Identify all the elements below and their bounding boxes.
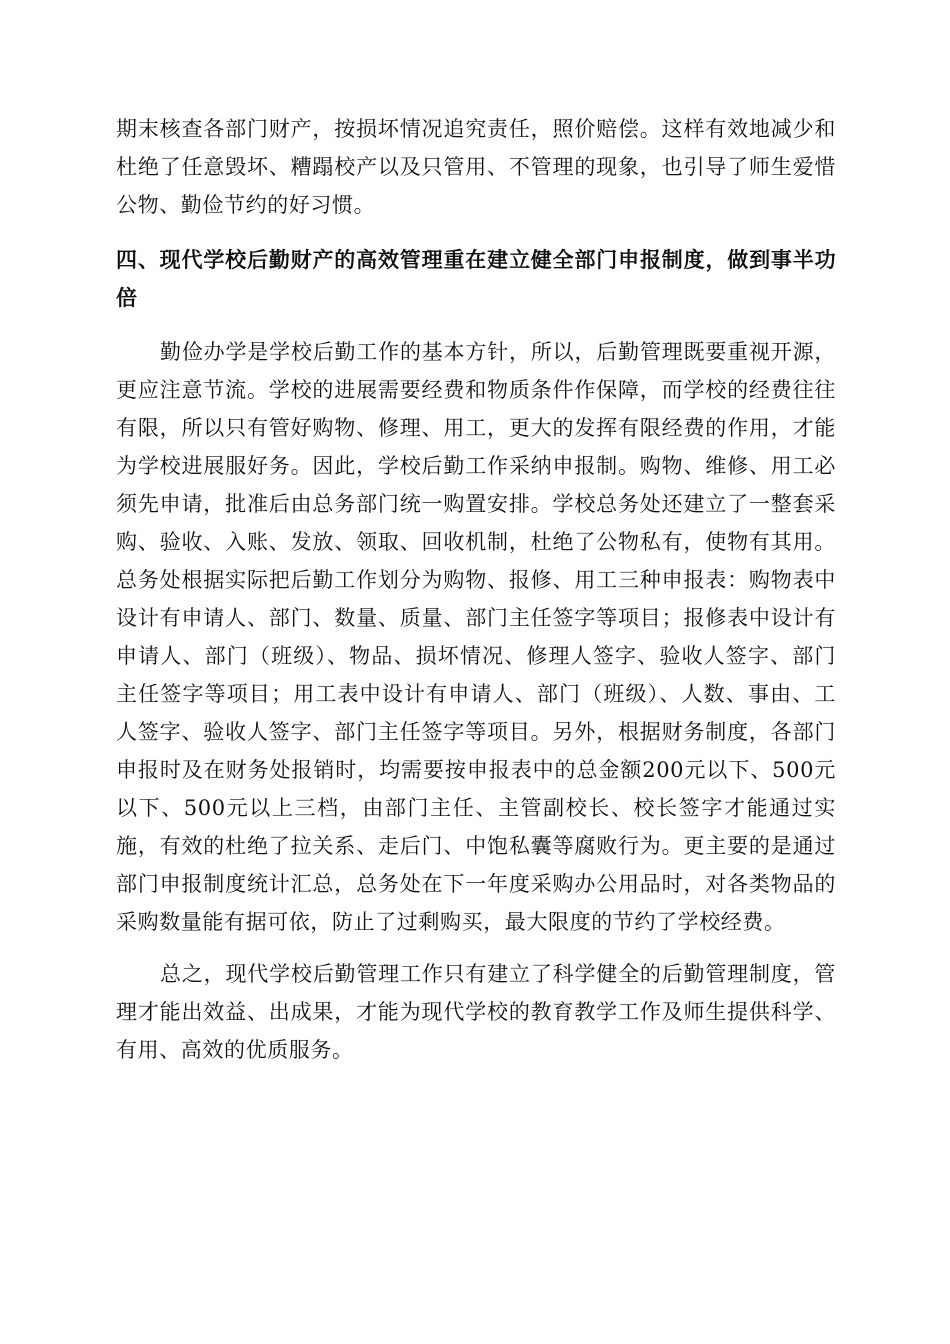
document-body: [116, 110, 836, 1069]
paragraph-continued: 期末核查各部门财产，按损坏情况追究责任，照价赔偿。这样有效地减少和杜绝了任意毁坏、糟蹋校产以及只管用、不管理的现象，也引导了师生爱惜公物、勤俭节约的好习惯。: [116, 117, 836, 217]
paragraph-main: 勤俭办学是学校后勤工作的基本方针，所以，后勤管理既要重视开源，更应注意节流。学校的进展需要经费和物质条件作保障，而学校的经费往往有限，所以只有管好购物、修理、用工，更大的发挥有限经费的作用，才能为学校进展服好务。因此，学校后勤工作采纳申报制。购物、维修、用工必须先申请，批准后由总务部门统一购置安排。学校总务处还建立了一整套采购、验收、入账、发放、领取、回收机制，杜绝了公物私有，使物有其用。总务处根据实际把后勤工作划分为购物、报修、用工三种申报表：购物表中设计有申请人、部门、数量、质量、部门主任签字等项目；报修表中设计有申请人、部门（班级）、物品、损坏情况、修理人签字、验收人签字、部门主任签字等项目；用工表中设计有申请人、部门（班级）、人数、事由、工人签字、验收人签字、部门主任签字等项目。另外，根据财务制度，各部门申报时及在财务处报销时，均需要按申报表中的总金额200元以下、500元以下、500元以上三档，由部门主任、主管副校长、校长签字才能通过实施，有效的杜绝了拉关系、走后门、中饱私囊等腐败行为。更主要的是通过部门申报制度统计汇总，总务处在下一年度采购办公用品时，对各类物品的采购数量能有据可依，防止了过剩购买，最大限度的节约了学校经费。: [116, 340, 836, 934]
paragraph-conclusion: 总之，现代学校后勤管理工作只有建立了科学健全的后勤管理制度，管理才能出效益、出成果，才能为现代学校的教育教学工作及师生提供科学、有用、高效的优质服务。: [116, 962, 836, 1062]
section-heading: 四、现代学校后勤财产的高效管理重在建立健全部门申报制度，做到事半功倍: [116, 248, 836, 310]
